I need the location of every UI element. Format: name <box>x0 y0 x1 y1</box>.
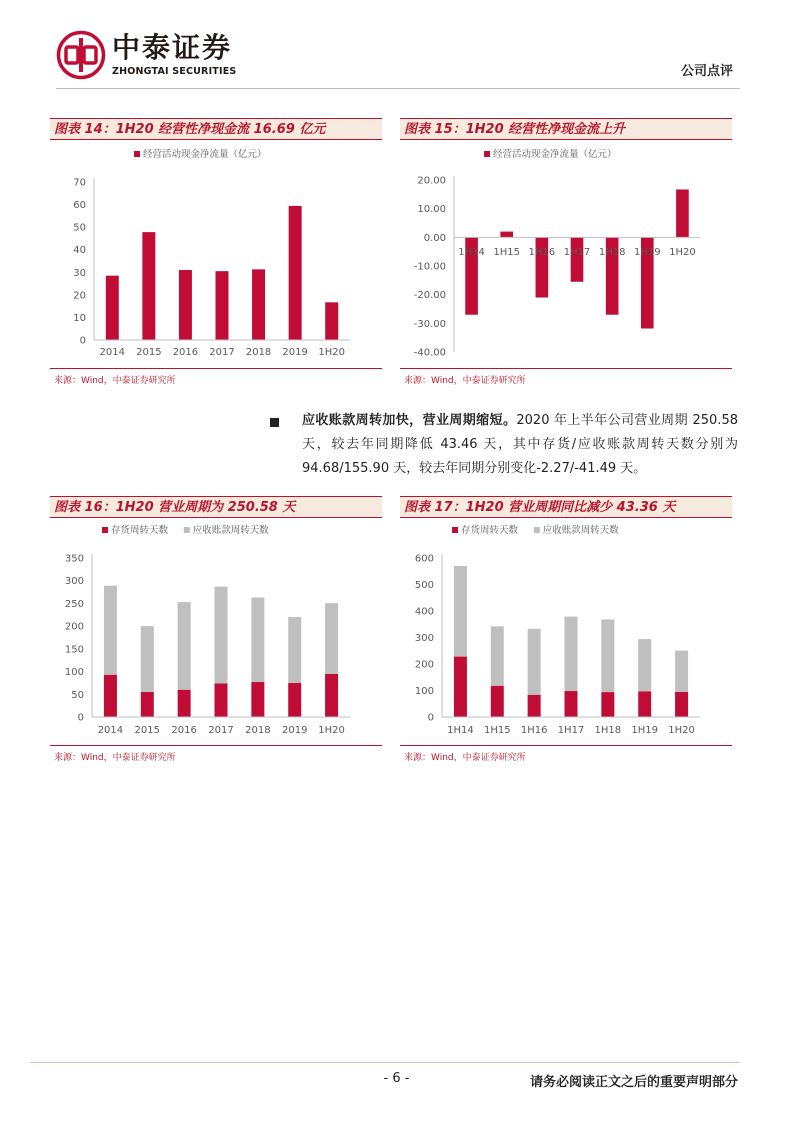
y-tick-label: 0.00 <box>423 232 446 244</box>
x-tick-label: 1H20 <box>318 725 345 736</box>
bar-2016-1 <box>178 602 191 690</box>
bar-1H15-0 <box>491 686 504 717</box>
y-tick-label: 250 <box>64 598 84 610</box>
chart-14-rule <box>50 368 382 369</box>
chart-16 <box>50 520 382 744</box>
bar-1H14-0 <box>454 657 467 717</box>
x-tick-label: 2014 <box>99 347 126 358</box>
x-tick-label: 1H18 <box>594 725 622 736</box>
bar-2019-0 <box>289 206 302 340</box>
bar-1H20-1 <box>325 603 338 674</box>
x-tick-label: 1H14 <box>447 725 474 736</box>
chart-17-rule <box>400 745 732 746</box>
legend-label-0: 存货周转天数 <box>111 525 169 536</box>
chart-16-rule <box>50 745 382 746</box>
y-tick-label: 40 <box>73 245 86 257</box>
y-tick-label: 200 <box>414 659 434 671</box>
bar-2019-1 <box>288 617 301 683</box>
bar-1H16-1 <box>528 629 541 695</box>
y-tick-label: 0 <box>79 335 86 347</box>
y-tick-label: -10.00 <box>413 261 446 273</box>
legend-swatch-0 <box>484 151 490 157</box>
bar-1H17-0 <box>565 691 578 717</box>
bar-2014-0 <box>104 675 117 717</box>
paragraph-heading: 应收账款周转加快，营业周期缩短。 <box>302 413 517 428</box>
y-tick-label: 20.00 <box>417 175 446 187</box>
y-tick-label: -30.00 <box>413 318 446 330</box>
bar-1H16-0 <box>528 695 541 717</box>
legend-label-0: 经营活动现金净流量（亿元） <box>493 149 617 160</box>
chart-17-source: 来源：Wind，中泰证券研究所 <box>404 753 526 763</box>
bar-2016-0 <box>179 270 192 340</box>
chart-14 <box>50 142 382 366</box>
y-tick-label: 0 <box>77 712 84 724</box>
x-tick-label: 1H16 <box>520 725 548 736</box>
bar-2018-0 <box>252 269 265 340</box>
y-tick-label: 500 <box>414 580 434 591</box>
x-tick-label: 1H19 <box>633 247 661 258</box>
y-tick-label: 10 <box>73 312 86 324</box>
legend-swatch-0 <box>452 527 458 533</box>
x-tick-label: 1H20 <box>668 725 695 736</box>
bar-1H15-0 <box>500 232 513 238</box>
chart-15-rule <box>400 368 732 369</box>
bar-1H20-1 <box>675 651 688 692</box>
chart-14-title: 图表 14：1H20 经营性净现金流 16.69 亿元 <box>50 118 382 140</box>
bar-1H15-1 <box>491 626 504 685</box>
y-tick-label: 100 <box>64 667 84 679</box>
company-name-cn: 中泰证券 <box>112 31 233 64</box>
x-tick-label: 2019 <box>281 725 308 736</box>
chart-15-source: 来源：Wind，中泰证券研究所 <box>404 376 526 386</box>
x-tick-label: 2017 <box>209 347 235 358</box>
bar-2017-0 <box>216 271 229 340</box>
y-tick-label: 150 <box>64 644 84 656</box>
legend-label-1: 应收账款周转天数 <box>192 525 269 536</box>
bar-1H20-0 <box>325 674 338 717</box>
y-tick-label: 0 <box>427 712 434 724</box>
x-tick-label: 1H18 <box>598 247 626 258</box>
x-tick-label: 1H20 <box>318 347 346 358</box>
bar-1H19-0 <box>638 691 651 717</box>
x-tick-label: 1H16 <box>528 247 556 258</box>
header-divider <box>56 88 740 89</box>
x-tick-label: 1H19 <box>631 725 659 736</box>
x-tick-label: 1H17 <box>563 247 591 258</box>
y-tick-label: 600 <box>414 553 434 565</box>
bar-1H19-1 <box>638 639 651 691</box>
bar-1H20-0 <box>675 692 688 717</box>
chart-15 <box>400 142 732 366</box>
x-tick-label: 2018 <box>245 725 271 736</box>
x-tick-label: 1H14 <box>458 247 485 258</box>
legend-label-1: 应收账款周转天数 <box>542 525 619 536</box>
logo-icon <box>56 30 106 80</box>
chart-17-title: 图表 17：1H20 营业周期同比减少 43.36 天 <box>400 496 732 518</box>
footer-divider <box>30 1062 740 1063</box>
report-type: 公司点评 <box>680 64 733 79</box>
legend-label-0: 经营活动现金净流量（亿元） <box>143 149 267 160</box>
x-tick-label: 2015 <box>136 347 162 358</box>
y-tick-label: 30 <box>73 267 86 279</box>
legend-swatch-0 <box>134 151 140 157</box>
y-tick-label: 50 <box>71 689 84 701</box>
x-tick-label: 1H17 <box>557 725 585 736</box>
company-name-en: ZHONGTAI SECURITIES <box>112 66 237 77</box>
x-tick-label: 2017 <box>208 725 234 736</box>
bar-1H18-1 <box>601 619 614 692</box>
bar-2015-1 <box>141 626 154 692</box>
x-tick-label: 2016 <box>172 347 199 358</box>
legend-label-0: 存货周转天数 <box>461 525 519 536</box>
x-tick-label: 1H20 <box>669 247 696 258</box>
paragraph-text: 2020 年上半年公司营业周期 250.58 天，较去年同期降低 43.46 天，其中存货/应收账款周转天数分别为 94.68/155.90 天，较去年同期分别变化-2.27/-41.49 天。 <box>302 413 738 476</box>
chart-16-title: 图表 16：1H20 营业周期为 250.58 天 <box>50 496 382 518</box>
bar-2014-0 <box>106 276 119 340</box>
legend-swatch-0 <box>102 527 108 533</box>
bar-2016-0 <box>178 690 191 717</box>
y-tick-label: 50 <box>73 222 86 234</box>
y-tick-label: 200 <box>64 621 84 633</box>
chart-14-source: 来源：Wind，中泰证券研究所 <box>54 376 176 386</box>
bar-2015-0 <box>141 692 154 717</box>
y-tick-label: -40.00 <box>413 347 446 359</box>
chart-15-title: 图表 15：1H20 经营性净现金流上升 <box>400 118 732 140</box>
y-tick-label: 300 <box>414 633 434 644</box>
bar-1H17-0 <box>571 237 584 281</box>
y-tick-label: 400 <box>414 606 434 618</box>
chart-16-source: 来源：Wind，中泰证券研究所 <box>54 753 176 763</box>
y-tick-label: -20.00 <box>413 290 446 302</box>
bullet-square-icon <box>270 418 279 427</box>
bar-1H14-1 <box>454 566 467 657</box>
x-tick-label: 2016 <box>171 725 197 736</box>
bar-2017-1 <box>215 587 228 684</box>
y-tick-label: 350 <box>64 553 84 565</box>
page-number: - 6 - <box>383 1071 410 1086</box>
x-tick-label: 1H15 <box>493 247 521 258</box>
x-tick-label: 1H15 <box>483 725 511 736</box>
bar-2015-0 <box>142 232 155 340</box>
x-tick-label: 2015 <box>134 725 161 736</box>
bar-1H20-0 <box>676 189 689 237</box>
y-tick-label: 300 <box>64 576 84 588</box>
y-tick-label: 60 <box>73 200 86 212</box>
x-tick-label: 2018 <box>245 347 272 358</box>
disclaimer: 请务必阅读正文之后的重要声明部分 <box>529 1075 738 1090</box>
x-tick-label: 2014 <box>97 725 124 736</box>
analysis-paragraph <box>302 409 738 481</box>
bar-1H18-0 <box>601 692 614 717</box>
bar-2018-0 <box>251 682 264 717</box>
bar-2014-1 <box>104 586 117 675</box>
y-tick-label: 70 <box>73 177 86 189</box>
legend-swatch-1 <box>534 527 540 533</box>
bar-2017-0 <box>215 683 228 717</box>
bar-1H20-0 <box>325 302 338 340</box>
bar-1H17-1 <box>565 617 578 691</box>
bar-2018-1 <box>251 598 264 682</box>
chart-17 <box>400 520 732 744</box>
legend-swatch-1 <box>184 527 190 533</box>
y-tick-label: 100 <box>414 686 434 697</box>
bar-2019-0 <box>288 683 301 717</box>
y-tick-label: 10.00 <box>417 204 446 216</box>
x-tick-label: 2019 <box>282 347 308 358</box>
y-tick-label: 20 <box>73 290 86 302</box>
